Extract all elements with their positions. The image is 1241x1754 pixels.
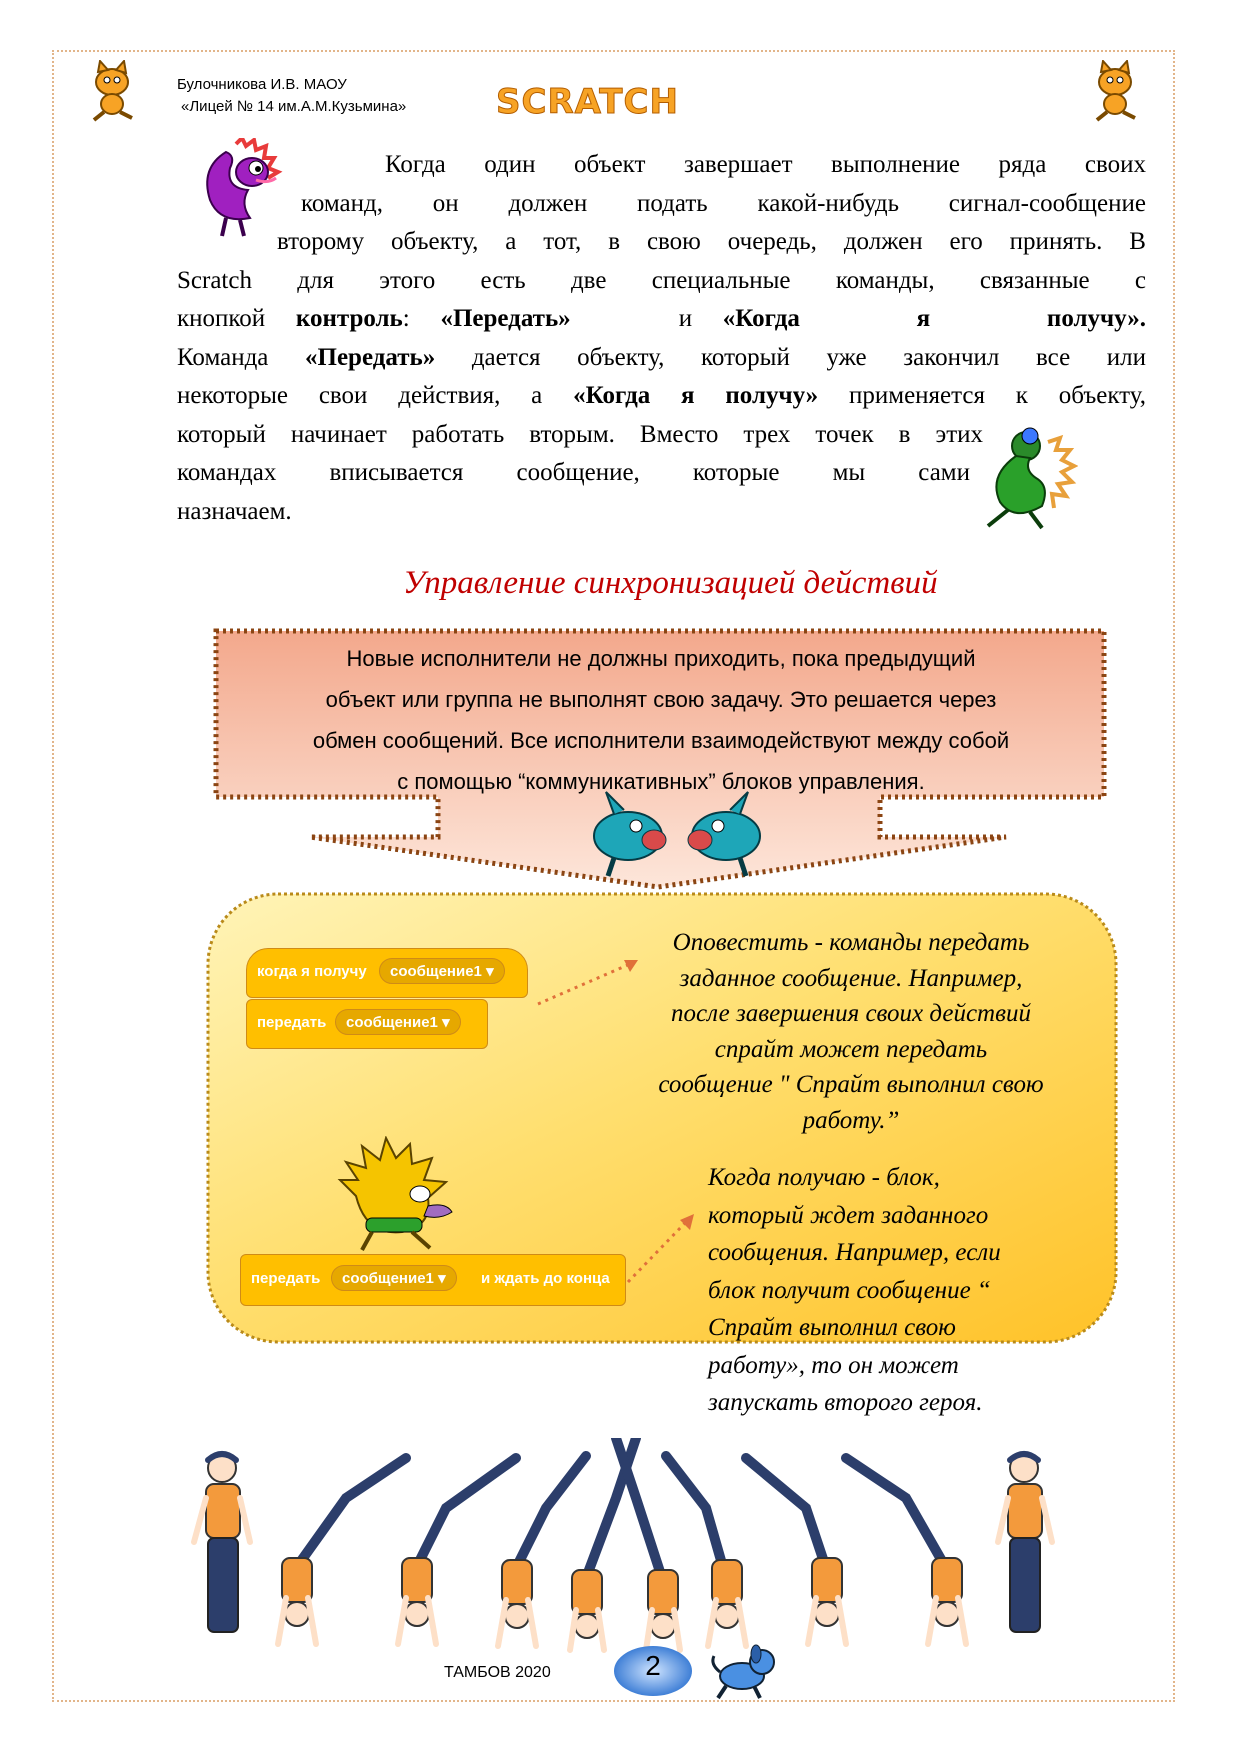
bold-when-receive: «Когда я получу» <box>722 305 1140 332</box>
bold-control: контроль <box>295 305 403 332</box>
callout-line-2: объект или группа не выполнят свою задачу. Это решается через <box>325 687 997 712</box>
header-author: Булочникова И.В. МАОУ <box>177 76 347 93</box>
block-label: передать <box>257 1014 327 1031</box>
bold-when-receive: «Когда я получу» <box>573 382 819 409</box>
intro-line-7 <box>177 377 1146 416</box>
message-dropdown[interactable] <box>331 1265 457 1291</box>
note-line: работу.” <box>802 1106 900 1134</box>
text-fragment: кнопкой <box>177 305 296 332</box>
text-fragment: : <box>402 305 441 332</box>
intro-line-3: второму объекту, а тот, в свою очередь, должен его принять. В <box>277 228 1146 255</box>
note-line: блок получит сообщение “ <box>708 1276 991 1304</box>
broadcast-note <box>620 925 1082 1138</box>
page-number: 2 <box>645 1650 661 1681</box>
dotted-arrow-2 <box>624 1208 704 1288</box>
message-dropdown[interactable] <box>379 958 505 984</box>
note-line: который ждет заданного <box>708 1201 989 1229</box>
callout-line-4: с помощью “коммуникативных” блоков управления. <box>397 769 925 794</box>
note-line: Когда получаю - блок, <box>708 1164 940 1191</box>
text-fragment: применяется к объекту, <box>849 382 1147 409</box>
footer-city-year: ТАМБОВ 2020 <box>444 1664 551 1681</box>
dropdown-value: сообщение1 <box>346 1014 438 1031</box>
callout-line-3: обмен сообщений. Все исполнители взаимодействуют между собой <box>312 728 1010 753</box>
green-monster-icon <box>978 422 1078 534</box>
dropdown-arrow-icon: ▾ <box>438 1270 446 1287</box>
when-i-receive-block[interactable] <box>246 948 528 998</box>
text-fragment: . <box>1139 305 1146 332</box>
bold-broadcast: «Передать» <box>305 343 436 371</box>
dropdown-value: сообщение1 <box>390 963 482 980</box>
note-line: работу», то он может <box>708 1351 959 1379</box>
text-fragment: и <box>678 305 723 332</box>
note-line: Спрайт выполнил свою <box>708 1314 956 1341</box>
header-school: «Лицей № 14 им.А.М.Кузьмина» <box>181 98 407 115</box>
text-fragment: Команда <box>177 343 305 371</box>
broadcast-block[interactable] <box>246 999 488 1049</box>
intro-line-6 <box>177 339 1146 378</box>
note-line: сообщения. Например, если <box>708 1239 1001 1266</box>
block-label: передать <box>251 1270 321 1287</box>
intro-line-5 <box>177 300 1146 339</box>
text-fragment: некоторые свои действия, а <box>177 382 543 409</box>
blue-dog-icon <box>706 1640 782 1702</box>
section-title: Управление синхронизацией действий <box>403 565 938 601</box>
scratch-cat-icon-left <box>82 60 144 122</box>
block-label-and-wait: и ждать до конца <box>481 1270 610 1287</box>
dropdown-arrow-icon: ▾ <box>442 1014 450 1031</box>
callout-text <box>226 638 1096 802</box>
broadcast-and-wait-block[interactable] <box>240 1254 626 1306</box>
bold-broadcast: «Передать» <box>440 305 571 332</box>
intro-line-2: команд, он должен подать какой-нибудь сигнал-сообщение <box>301 189 1146 217</box>
intro-line-4: Scratch для этого есть две специальные команды, связанные с <box>177 266 1146 294</box>
note-line: Оповестить - команды передать <box>672 929 1030 956</box>
message-dropdown[interactable] <box>335 1009 461 1035</box>
yellow-bird-sprite-icon <box>336 1136 460 1254</box>
block-label: когда я получу <box>257 963 367 980</box>
scratch-logo: SCRATCH <box>496 82 679 122</box>
intro-line-8: который начинает работать вторым. Вместо трех точек в этих <box>177 420 983 448</box>
blue-dragons-icon <box>584 790 770 880</box>
note-line: заданное сообщение. Например, <box>679 964 1023 992</box>
dropdown-arrow-icon: ▾ <box>486 963 494 980</box>
note-line: после завершения своих действий <box>671 1000 1031 1027</box>
intro-line-1: Когда один объект завершает выполнение ряда своих <box>385 151 1146 178</box>
note-line: спрайт может передать <box>714 1035 988 1063</box>
intro-line-9: командах вписывается сообщение, которые мы сами <box>177 459 970 486</box>
breakdancers-illustration <box>186 1438 1066 1656</box>
intro-line-10: назначаем. <box>177 497 292 525</box>
callout-line-1: Новые исполнители не должны приходить, пока предыдущий <box>346 646 976 671</box>
scratch-cat-icon-right <box>1085 60 1147 122</box>
text-fragment: дается объекту, который уже закончил все или <box>435 343 1146 371</box>
receive-note <box>708 1159 1088 1422</box>
note-line: сообщение " Спрайт выполнил свою <box>658 1071 1044 1098</box>
note-line: запускать второго героя. <box>708 1389 983 1416</box>
dropdown-value: сообщение1 <box>342 1270 434 1287</box>
